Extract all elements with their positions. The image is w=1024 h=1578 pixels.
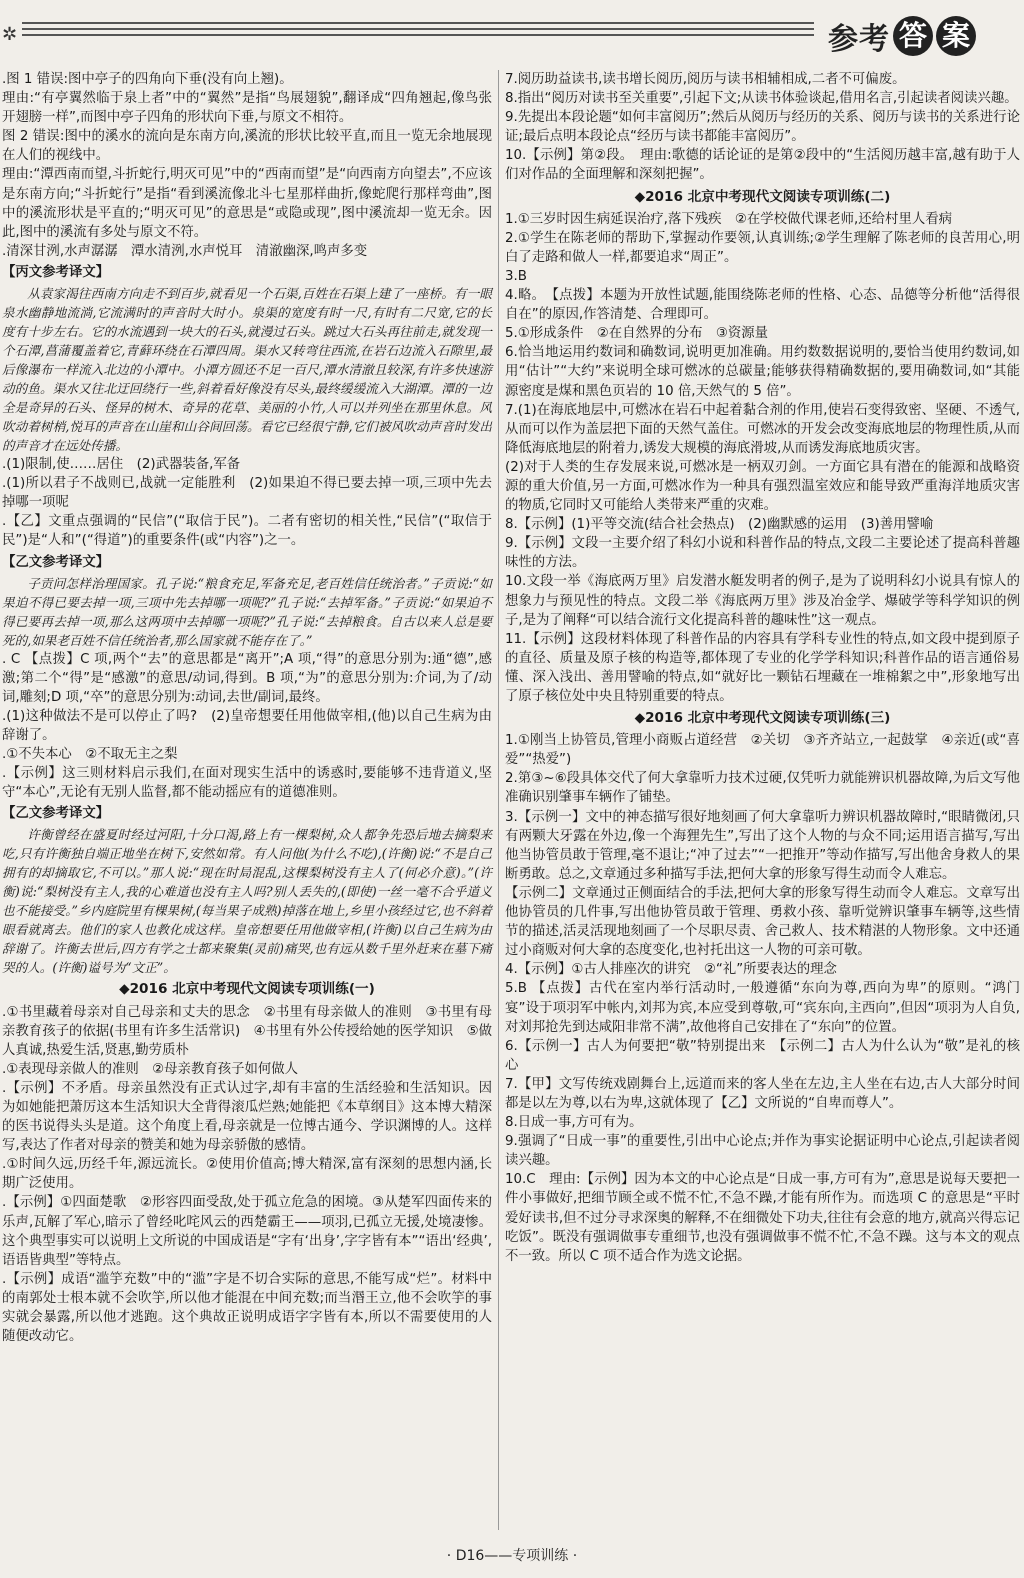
answer-item: 2.①学生在陈老师的帮助下,掌握动作要领,认真训练;②学生理解了陈老师的良苦用心,明白了走路和做人一样,都要追求“周正”。 <box>505 230 1020 265</box>
answer-item: 7.【甲】文写传统戏剧舞台上,远道而来的客人坐在左边,主人坐在右边,古人大部分时间都是以左为尊,以右为卑,这就体现了【乙】文所说的“自卑而尊人”。 <box>505 1076 1020 1111</box>
column-divider <box>498 70 499 1530</box>
answer-item: .①表现母亲做人的准则 ②母亲教育孩子如何做人 <box>2 1061 299 1077</box>
answer-item: 5.①形成条件 ②在自然界的分布 ③资源量 <box>505 326 769 342</box>
section-title: ◆2016 北京中考现代文阅读专项训练(一) <box>119 981 375 998</box>
translation-text: 许衡曾经在盛夏时经过河阳,十分口渴,路上有一棵梨树,众人都争先恐后地去摘梨来吃,只有许衡独自端正地坐在树下,安然如常。有人问他(为什么不吃),(许衡)说:“不是自己拥有的却摘取它,不可以。”那人说:“现在时局混乱,这棵梨树没有主人了(何必介意)。”(许衡)说:“梨树没有主人,我的心难道也没有主人吗?别人丢失的,(即使)一丝一毫不合乎道义也不能接受。”乡内庭院里有棵果树,(每当果子成熟)掉落在地上,乡里小孩经过它,也不斜着眼看就离去。他们的家人也教化成这样。皇帝想要任用他做宰相,(许衡)以自己生病为由辞谢了。许衡去世后,四方有学之士都来聚集(灵前)痛哭,也有远从数千里外赶来在墓下痛哭的人。(许衡)谥号为“文正”。 <box>2 827 492 976</box>
right-column <box>505 70 1020 1266</box>
answer-item: 9.强调了“日成一事”的重要性,引出中心论点;并作为事实论据证明中心论点,引起读者阅读兴趣。 <box>505 1134 1020 1169</box>
answer-item: 3.B <box>505 268 527 284</box>
title-text: 参考 <box>828 22 890 57</box>
answer-item: .图 1 错误:图中亭子的四角向下垂(没有向上翘)。 <box>2 72 293 87</box>
answer-item: 8.【示例】(1)平等交流(结合社会热点) (2)幽默感的运用 (3)善用譬喻 <box>505 517 934 533</box>
answer-item: 2.第③~⑥段具体交代了何大拿靠听力技术过硬,仅凭听力就能辨识机器故障,为后文写他准确识别肇事车辆作了铺垫。 <box>505 771 1020 806</box>
answer-item: .【示例】不矛盾。母亲虽然没有正式认过字,却有丰富的生活经验和生活知识。因为如她能把萧厉这本生活知识大全背得滚瓜烂熟;她能把《本草纲目》这本博大精深的医书说得头头是道。这个角度上看,母亲就是一位博古通今、学识渊博的人。这样写,表达了作者对母亲的赞美和她为母亲骄傲的感情。 <box>2 1080 492 1154</box>
answer-item: 5.B 【点拨】古代在室内举行活动时,一般遵循“东向为尊,西向为卑”的原则。“鸿门宴”设于项羽军中帐内,刘邦为宾,本应受到尊敬,可“宾东向,主西向”,但因“项羽为人自负,对刘邦抢先到达咸阳非常不满”,故他将自己安排在了“东向”的位置。 <box>505 981 1020 1035</box>
answer-item: .【示例】①四面楚歌 ②形容四面受敌,处于孤立危急的困境。③从楚军四面传来的乐声,瓦解了军心,暗示了曾经叱咤风云的西楚霸王——项羽,已孤立无援,处境凄惨。这个典型事实可以说明上文所说的中国成语是“字有‘出身’,字字皆有本”“语出‘经典’,语语皆典型”等特点。 <box>2 1195 492 1268</box>
left-column <box>2 70 492 1346</box>
answer-item: 8.指出“阅历对读书至关重要”,引起下文;从读书体验谈起,借用名言,引起读者阅读兴趣。 <box>505 91 1018 107</box>
answer-item: 4.略。 【点拨】本题为开放性试题,能围绕陈老师的性格、心态、品德等分析他“活得很自在”的原因,作答清楚、合理即可。 <box>505 288 1020 323</box>
answer-item: 7.阅历助益读书,读书增长阅历,阅历与读书相辅相成,二者不可偏废。 <box>505 72 906 87</box>
answer-item: 7.(1)在海底地层中,可燃冰在岩石中起着黏合剂的作用,使岩石变得致密、坚硬、不透气,从而可以作为盖层把下面的天然气盖住。可燃冰的开发会改变海底地层的物理性质,从而降低海底地层的附着力,诱发大规模的海底滑坡,从而诱发海底地质灾害。 <box>505 402 1020 456</box>
translation-heading: 【乙文参考译文】 <box>2 554 110 570</box>
section-title: ◆2016 北京中考现代文阅读专项训练(三) <box>634 710 891 727</box>
page-footer: · D16——专项训练 · <box>446 1548 578 1564</box>
answer-item: .(1)限制,使……居住 (2)武器装备,军备 <box>2 457 241 473</box>
page-header <box>0 0 1024 68</box>
translation-text: 子贡问怎样治理国家。孔子说:“粮食充足,军备充足,老百姓信任统治者。”子贡说:“如果迫不得已要去掉一项,三项中先去掉哪一项呢?”孔子说:“去掉军备。”子贡说:“如果迫不得已要再去掉一项,那么这两项中去掉哪一项呢?”孔子说:“去掉粮食。自古以来人总是要死的,如果老百姓不信任统治者,那么国家就不能存在了。” <box>2 575 492 648</box>
answer-item: .①书里藏着母亲对自己母亲和丈夫的思念 ②书里有母亲做人的准则 ③书里有母亲教育孩子的依据(书里有许多生活常识) ④书里有外公传授给她的医学知识 ⑤做人真诚,热爱生活,贤惠,勤劳质朴 <box>2 1004 492 1058</box>
answer-item: 理由:“潭西南而望,斗折蛇行,明灭可见”中的“西南而望”是“向西南方向望去”,不应该是东南方向;“斗折蛇行”是指“看到溪流像北斗七星那样曲折,像蛇爬行那样弯曲”,图中的溪流形状是平直的;“明灭可见”的意思是“或隐或现”,图中溪流却一览无余。因此,图中的溪流有多处与原文不符。 <box>2 167 492 240</box>
answer-item: 10.【示例】第②段。 理由:歌德的话论证的是第②段中的“生活阅历越丰富,越有助于人们对作品的全面理解和深刻把握”。 <box>505 148 1020 183</box>
translation-text: 从袁家渴往西南方向走不到百步,就看见一个石渠,百姓在石渠上建了一座桥。有一眼泉水幽静地流淌,它流满时的声音时大时小。泉渠的宽度有时一尺,有时有二尺宽,它的长度有十步左右。它的水流遇到一块大的石头,就漫过石头。跳过大石头再往前走,就发现一个石潭,菖蒲覆盖着它,青藓环绕在石潭四周。渠水又转弯往西流,在岩石边流入石隙里,最后像瀑布一样流入北边的小潭中。小潭方圆还不足一百尺,潭水清澈且较深,有许多快速游动的鱼。渠水又往北迂回绕行一些,斜着看好像没有尽头,最终缓缓流入大湖潭。潭的一边全是奇异的石头、怪异的树木、奇异的花草、美丽的小竹,人可以并列坐在那里休息。风吹动着树梢,悦耳的声音在山崖和山谷间回荡。看它已经很宁静,它们被风吹动声音时发出的声音才在远处传播。 <box>2 286 492 454</box>
answer-item: .【示例】这三则材料启示我们,在面对现实生活中的诱惑时,要能够不违背道义,坚守“本心”,无论有无别人监督,都不能动摇应有的道德准则。 <box>2 766 492 801</box>
page-title <box>828 14 976 58</box>
title-char-1: 答 <box>893 16 933 56</box>
title-char-2: 案 <box>936 16 976 56</box>
answer-item: .【示例】成语“滥竽充数”中的“滥”字是不切合实际的意思,不能写成“烂”。材料中的南郭处士根本就不会吹竽,所以他才能混在中间充数;而当湣王立,他不会吹竽的事实就会暴露,所以他才逃跑。这个典故正说明成语字字皆有本,所以不需要使用的人随便改动它。 <box>2 1271 492 1345</box>
answer-item: 6.恰当地运用约数词和确数词,说明更加准确。用约数数据说明的,要恰当使用约数词,如用“估计”“大约”来说明全球可燃冰的总碳量;能够获得精确数据的,要用确数词,如“其能源密度是煤和黑色页岩的 10 倍,天然气的 5 倍”。 <box>505 345 1020 399</box>
section-title: ◆2016 北京中考现代文阅读专项训练(二) <box>634 188 891 205</box>
answer-item: 9.先提出本段论题“如何丰富阅历”;然后从阅历与经历的关系、阅历与读书的关系进行论证;最后点明本段论点“经历与读书都能丰富阅历”。 <box>505 110 1020 145</box>
answer-item: 3.【示例一】文中的神态描写很好地刻画了何大拿靠听力辨识机器故障时,“眼睛微闭,只有两颗大牙露在外边,像一个海狸先生”,写出了这个人物的与众不同;运用语言描写,写出他当协管员敢于管理,毫不退让;“冲了过去”“一把推开”等动作描写,写出他舍身救人的果断勇敢。总之,文章通过多种描写手法,把何大拿的形象写得生动而令人难忘。 <box>505 809 1020 882</box>
gear-icon: ✲ <box>2 24 18 45</box>
answer-item: (2)对于人类的生存发展来说,可燃冰是一柄双刃剑。一方面它具有潜在的能源和战略资源的重大价值,另一方面,可燃冰作为一种具有强烈温室效应和能导致严重海洋地质灾害的物质,它同时又可能给人类带来严重的灾难。 <box>505 459 1020 514</box>
answer-item: .(1)所以君子不战则已,战就一定能胜利 (2)如果迫不得已要去掉一项,三项中先去掉哪一项呢 <box>2 476 492 511</box>
header-rules <box>22 22 814 40</box>
answer-item: 9.【示例】文段一主要介绍了科幻小说和科普作品的特点,文段二主要论述了提高科普趣味性的方法。 <box>505 536 1020 571</box>
answer-item: .(1)这种做法不是可以停止了吗? (2)皇帝想要任用他做宰相,(他)以自己生病为由辞谢了。 <box>2 708 492 743</box>
answer-item: 1.①三岁时因生病延误治疗,落下残疾 ②在学校做代课老师,还给村里人看病 <box>505 211 953 227</box>
answer-item: .清深甘洌,水声潺潺 潭水清洌,水声悦耳 清澈幽深,鸣声多变 <box>2 243 368 259</box>
answer-item: 1.①刚当上协管员,管理小商贩占道经营 ②关切 ③齐齐站立,一起鼓掌 ④亲近(或“喜爱”“热爱”) <box>505 733 1020 768</box>
answer-item: 11.【示例】这段材料体现了科普作品的内容具有学科专业性的特点,如文段中提到原子的直径、质量及原子核的构造等,都体现了专业的化学学科知识;科普作品的语言通俗易懂、深入浅出、善用譬喻的特点,如“就好比一颗钻石埋藏在一堆棉絮之中”,形象地写出了原子核位处中央且特别重要的特点。 <box>505 631 1020 704</box>
translation-heading: 【丙文参考译文】 <box>2 264 110 280</box>
answer-item: 10.文段一举《海底两万里》启发潜水艇发明者的例子,是为了说明科幻小说具有惊人的想象力与预见性的特点。文段二举《海底两万里》涉及冶金学、爆破学等科学知识的例子,是为了阐释“可以结合流行文化提高科普的趣味性”这一观点。 <box>505 574 1020 628</box>
answer-item: .【乙】文重点强调的“民信”(“取信于民”)。二者有密切的相关性,“民信”(“取信于民”)是“人和”(“得道”)的重要条件(或“内容”)之一。 <box>2 514 492 549</box>
answer-item: 图 2 错误:图中的溪水的流向是东南方向,溪流的形状比较平直,而且一览无余地展现在人们的视线中。 <box>2 129 492 164</box>
answer-item: 【示例二】文章通过正侧面结合的手法,把何大拿的形象写得生动而令人难忘。文章写出他协管员的几件事,写出他协管员敢于管理、勇救小孩、靠听觉辨识肇事车辆等,这些情节的描述,活灵活现地刻画了一个尽职尽责、舍己救人、技术精湛的人物形象。文中还通过小商贩对何大拿的态度变化,也衬托出这一人物的可亲可敬。 <box>505 885 1020 959</box>
answer-item: . C 【点拨】C 项,两个“去”的意思都是“离开”;A 项,“得”的意思分别为:通“德”,感激;第二个“得”是“感激”的意思/动词,得到。B 项,“为”的意思分别为:介词,为了/动词,雕刻;D 项,“卒”的意思分别为:动词,去世/副词,最终。 <box>2 651 492 705</box>
answer-item: 理由:“有亭翼然临于泉上者”中的“翼然”是指“鸟展翅貌”,翻译成“四角翘起,像鸟张开翅膀一样”,而图中亭子四角的形状向下垂,与原文不相符。 <box>2 91 492 126</box>
answer-item: .①不失本心 ②不取无主之梨 <box>2 747 178 763</box>
answer-item: 6.【示例一】古人为何要把“敬”特别提出来 【示例二】古人为什么认为“敬”是礼的核心 <box>505 1038 1020 1073</box>
answer-item: 8.日成一事,方可有为。 <box>505 1115 643 1131</box>
answer-item: 4.【示例】①古人排座次的讲究 ②“礼”所要表达的理念 <box>505 962 837 978</box>
answer-item: .①时间久远,历经千年,源远流长。②使用价值高;博大精深,富有深刻的思想内涵,长期广泛使用。 <box>2 1157 492 1192</box>
answer-item: 10.C 理由:【示例】因为本文的中心论点是“日成一事,方可有为”,意思是说每天要把一件小事做好,把细节顾全或不慌不忙,不急不躁,才能有所作为。而选项 C 的意思是“平时爱好读书,但不过分寻求深奥的解释,不在细微处下功夫,往往有会意的地方,就高兴得忘记吃饭”。既没有强调做事专重细节,也没有强调做事不慌不忙,不急不躁。这与本文的观点不一致。所以 C 项不适合作为选文论据。 <box>505 1172 1020 1264</box>
translation-heading: 【乙文参考译文】 <box>2 806 110 822</box>
